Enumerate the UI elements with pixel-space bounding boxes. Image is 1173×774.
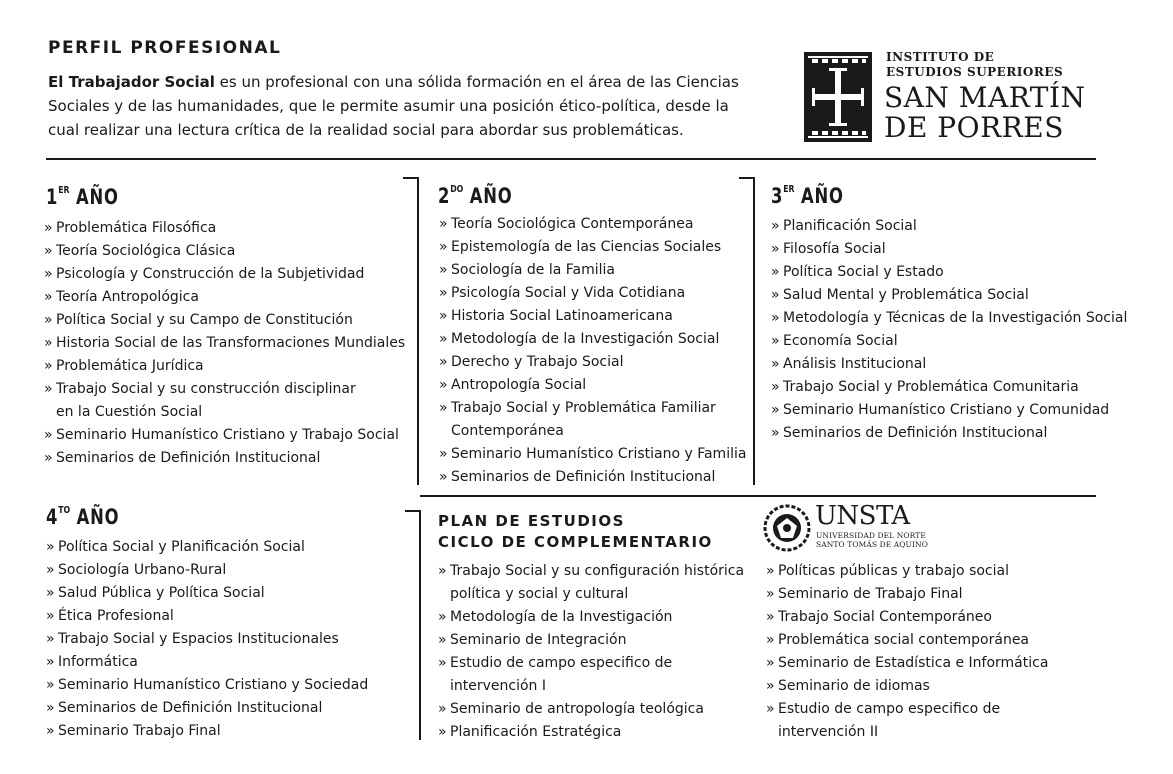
year4-title: $4^{TO}$ AÑO [46, 505, 120, 529]
list-item: » Metodología de la Investigación [438, 606, 744, 629]
plan-list [438, 560, 744, 744]
list-item: » Seminario Humanístico Cristiano y Familia [439, 443, 746, 466]
profile-heading: PERFIL PROFESIONAL [48, 38, 282, 58]
profile-line-3: cual realizar una lectura crítica de la realidad social para abordar sus problemáticas. [48, 121, 684, 139]
unsta-list [766, 560, 1048, 744]
list-item-continuation: Contemporánea [451, 423, 564, 439]
year3-list [771, 215, 1127, 445]
list-item: » Seminarios de Definición Institucional [44, 447, 405, 470]
year2-list [439, 213, 746, 489]
list-item: » Historia Social Latinoamericana [439, 305, 746, 328]
list-item-continuation: política y social y cultural [450, 586, 629, 602]
list-item: » Trabajo Social y su construcción disciplinar [44, 378, 405, 401]
list-item: » Seminario de idiomas [766, 675, 1048, 698]
list-item: » Ética Profesional [46, 605, 368, 628]
list-item: » Teoría Antropológica [44, 286, 405, 309]
list-item: » Salud Mental y Problemática Social [771, 284, 1127, 307]
list-item: » Problemática Jurídica [44, 355, 405, 378]
middle-divider [420, 495, 1096, 497]
profile-paragraph [48, 70, 748, 142]
list-item: » Seminario de Estadística e Informática [766, 652, 1048, 675]
top-divider [46, 158, 1096, 160]
unsta-seal-icon [763, 504, 811, 552]
list-item: » Sociología Urbano-Rural [46, 559, 368, 582]
profile-lead: El Trabajador Social [48, 73, 215, 91]
list-item: » Psicología Social y Vida Cotidiana [439, 282, 746, 305]
list-item: » Salud Pública y Política Social [46, 582, 368, 605]
list-item: » Teoría Sociológica Clásica [44, 240, 405, 263]
year1-title: 1ER AÑO [46, 185, 119, 209]
list-item: » Informática [46, 651, 368, 674]
profile-line-2: Sociales y de las humanidades, que le permite asumir una posición ético-política, desde la [48, 97, 729, 115]
list-item-continuation: intervención I [450, 678, 546, 694]
list-item: » Estudio de campo especifico de [766, 698, 1048, 721]
list-item: » Psicología y Construcción de la Subjetividad [44, 263, 405, 286]
year2-title: $2^{DO}$ AÑO [438, 184, 513, 208]
list-item: » Antropología Social [439, 374, 746, 397]
list-item: » Historia Social de las Transformaciones Mundiales [44, 332, 405, 355]
list-item: » Trabajo Social Contemporáneo [766, 606, 1048, 629]
institute-logo-icon [804, 52, 872, 142]
list-item: » Metodología y Técnicas de la Investigación Social [771, 307, 1127, 330]
list-item: » Sociología de la Familia [439, 259, 746, 282]
list-item-continuation: intervención II [778, 724, 879, 740]
unsta-name: UNSTA [815, 501, 910, 531]
plan-title: PLAN DE ESTUDIOS CICLO DE COMPLEMENTARIO [438, 512, 713, 551]
list-item: » Trabajo Social y Problemática Familiar [439, 397, 746, 420]
year4-list [46, 536, 368, 743]
list-item: » Política Social y Planificación Social [46, 536, 368, 559]
list-item-continuation: en la Cuestión Social [56, 404, 203, 420]
list-item: » Seminarios de Definición Institucional [771, 422, 1127, 445]
bracket-plan [405, 510, 421, 740]
list-item: » Problemática Filosófica [44, 217, 405, 240]
list-item: » Seminario de Integración [438, 629, 744, 652]
list-item: » Economía Social [771, 330, 1127, 353]
list-item: » Problemática social contemporánea [766, 629, 1048, 652]
list-item: » Estudio de campo especifico de [438, 652, 744, 675]
list-item: » Trabajo Social y Espacios Institucionales [46, 628, 368, 651]
list-item: » Derecho y Trabajo Social [439, 351, 746, 374]
list-item: » Epistemología de las Ciencias Sociales [439, 236, 746, 259]
list-item: » Política Social y su Campo de Constitución [44, 309, 405, 332]
list-item: » Seminario de antropología teológica [438, 698, 744, 721]
list-item: » Seminario Trabajo Final [46, 720, 368, 743]
institute-name-small: INSTITUTO DE ESTUDIOS SUPERIORES [886, 50, 1064, 79]
list-item: » Seminario Humanístico Cristiano y Trabajo Social [44, 424, 405, 447]
list-item: » Filosofía Social [771, 238, 1127, 261]
list-item: » Planificación Estratégica [438, 721, 744, 744]
list-item: » Seminario Humanístico Cristiano y Comunidad [771, 399, 1127, 422]
list-item: » Seminarios de Definición Institucional [439, 466, 746, 489]
list-item: » Metodología de la Investigación Social [439, 328, 746, 351]
list-item: » Trabajo Social y su configuración histórica [438, 560, 744, 583]
list-item: » Política Social y Estado [771, 261, 1127, 284]
list-item: » Planificación Social [771, 215, 1127, 238]
profile-line-1: es un profesional con una sólida formación en el área de las Ciencias [214, 73, 739, 91]
list-item: » Trabajo Social y Problemática Comunitaria [771, 376, 1127, 399]
year3-title: 3ER AÑO [771, 184, 844, 208]
list-item: » Teoría Sociológica Contemporánea [439, 213, 746, 236]
list-item: » Seminario Humanístico Cristiano y Sociedad [46, 674, 368, 697]
year1-list [44, 217, 405, 470]
institute-name-big: SAN MARTÍN DE PORRES [884, 81, 1086, 144]
list-item: » Análisis Institucional [771, 353, 1127, 376]
unsta-subtitle: UNIVERSIDAD DEL NORTE SANTO TOMÁS DE AQUINO [816, 531, 928, 549]
list-item: » Seminarios de Definición Institucional [46, 697, 368, 720]
bracket-year2 [403, 177, 419, 485]
list-item: » Políticas públicas y trabajo social [766, 560, 1048, 583]
list-item: » Seminario de Trabajo Final [766, 583, 1048, 606]
